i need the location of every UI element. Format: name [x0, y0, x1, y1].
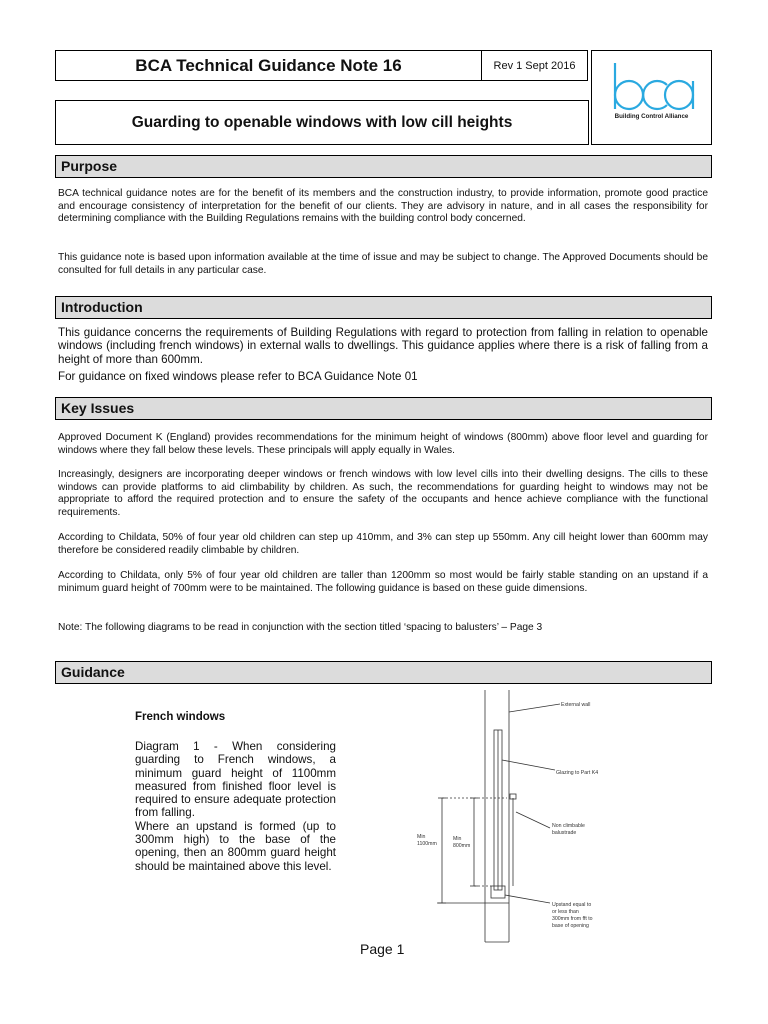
key-issues-paragraph-1: Approved Document K (England) provides recommendations for the minimum height of windows (800mm) above floor level and guarding for windows where they fall below these levels. These principals will apply equally in Wales.: [58, 432, 708, 456]
label-min-1100-2: 1100mm: [417, 841, 437, 847]
key-issues-note: Note: The following diagrams to be read in conjunction with the section titled ‘spacing to balusters’ – Page 3: [58, 622, 543, 633]
key-issues-paragraph-2: Increasingly, designers are incorporating deeper windows or french windows with low level cills into their dwelling designs. The cills to these windows can provide platforms to aid climbability by children. As such, the recommendations for guarding height to windows may not be appropriate to afford the required protection and to ensure the safety of the occupants and hence achieve compliance with the functional requirements.: [58, 469, 708, 518]
key-issues-paragraph-4: According to Childata, only 5% of four year old children are taller than 1200mm so most would be fairly stable standing on an upstand if a minimum guard height of 700mm were to be maintained. The following guidance is based on these guide dimensions.: [58, 570, 708, 594]
diagram-1-description: [135, 740, 336, 873]
label-min-800-2: 800mm: [453, 843, 471, 849]
section-heading-purpose: Purpose: [55, 155, 712, 178]
introduction-paragraph-2: For guidance on fixed windows please refer to BCA Guidance Note 01: [58, 370, 418, 383]
diagram-1-text-b: Where an upstand is formed (up to 300mm high) to the base of the opening, then an 800mm guard height should be maintained above this level.: [135, 819, 336, 873]
label-glazing: Glazing to Part K4: [556, 770, 599, 776]
page-number: Page 1: [360, 941, 405, 957]
label-min-800-1: Min: [453, 836, 462, 842]
diagram-1-french-window: [395, 690, 615, 950]
label-upstand-2: or less than: [552, 909, 579, 915]
label-external-wall: External wall: [561, 702, 591, 708]
revision-label: Rev 1 Sept 2016: [481, 50, 588, 81]
label-balustrade-2: balustrade: [552, 830, 577, 836]
document-subtitle: Guarding to openable windows with low cill heights: [55, 100, 589, 145]
bca-logo-mark-icon: [593, 57, 711, 117]
introduction-paragraph-1: This guidance concerns the requirements of Building Regulations with regard to protection from falling in relation to openable windows (including french windows) in external walls to dwellings. This guidance applies where there is a risk of falling from a height of more than 600mm.: [58, 326, 708, 366]
label-upstand-4: base of opening: [552, 923, 589, 929]
label-upstand-1: Upstand equal to: [552, 902, 592, 908]
section-heading-introduction: Introduction: [55, 296, 712, 319]
document-title: BCA Technical Guidance Note 16: [55, 50, 482, 81]
purpose-paragraph-2: This guidance note is based upon information available at the time of issue and may be subject to change. The Approved Documents should be consulted for full details in any particular case.: [58, 252, 708, 276]
french-windows-heading: French windows: [135, 711, 226, 723]
purpose-paragraph-1: BCA technical guidance notes are for the benefit of its members and the construction industry, to provide information, promote good practice and encourage consistency of interpretation for the benefit of our clients. They are advisory in nature, and in all cases the responsibility for determining compliance with the Building Regulations remains with the building control body concerned.: [58, 188, 708, 225]
section-heading-key-issues: Key Issues: [55, 397, 712, 420]
label-min-1100-1: Min: [417, 834, 426, 840]
key-issues-paragraph-3: According to Childata, 50% of four year old children can step up 410mm, and 3% can step up 550mm. Any cill height lower than 600mm may therefore be considered readily climbable by children.: [58, 532, 708, 556]
logo-caption: Building Control Alliance: [614, 113, 689, 120]
bca-logo: [591, 50, 712, 145]
label-balustrade-1: Non climbable: [552, 823, 585, 829]
section-heading-guidance: Guidance: [55, 661, 712, 684]
label-upstand-3: 300mm from fft to: [552, 916, 593, 922]
diagram-1-text-a: Diagram 1 - When considering guarding to French windows, a minimum guard height of 1100mm measured from finished floor level is required to ensure adequate protection from falling.: [135, 740, 336, 820]
